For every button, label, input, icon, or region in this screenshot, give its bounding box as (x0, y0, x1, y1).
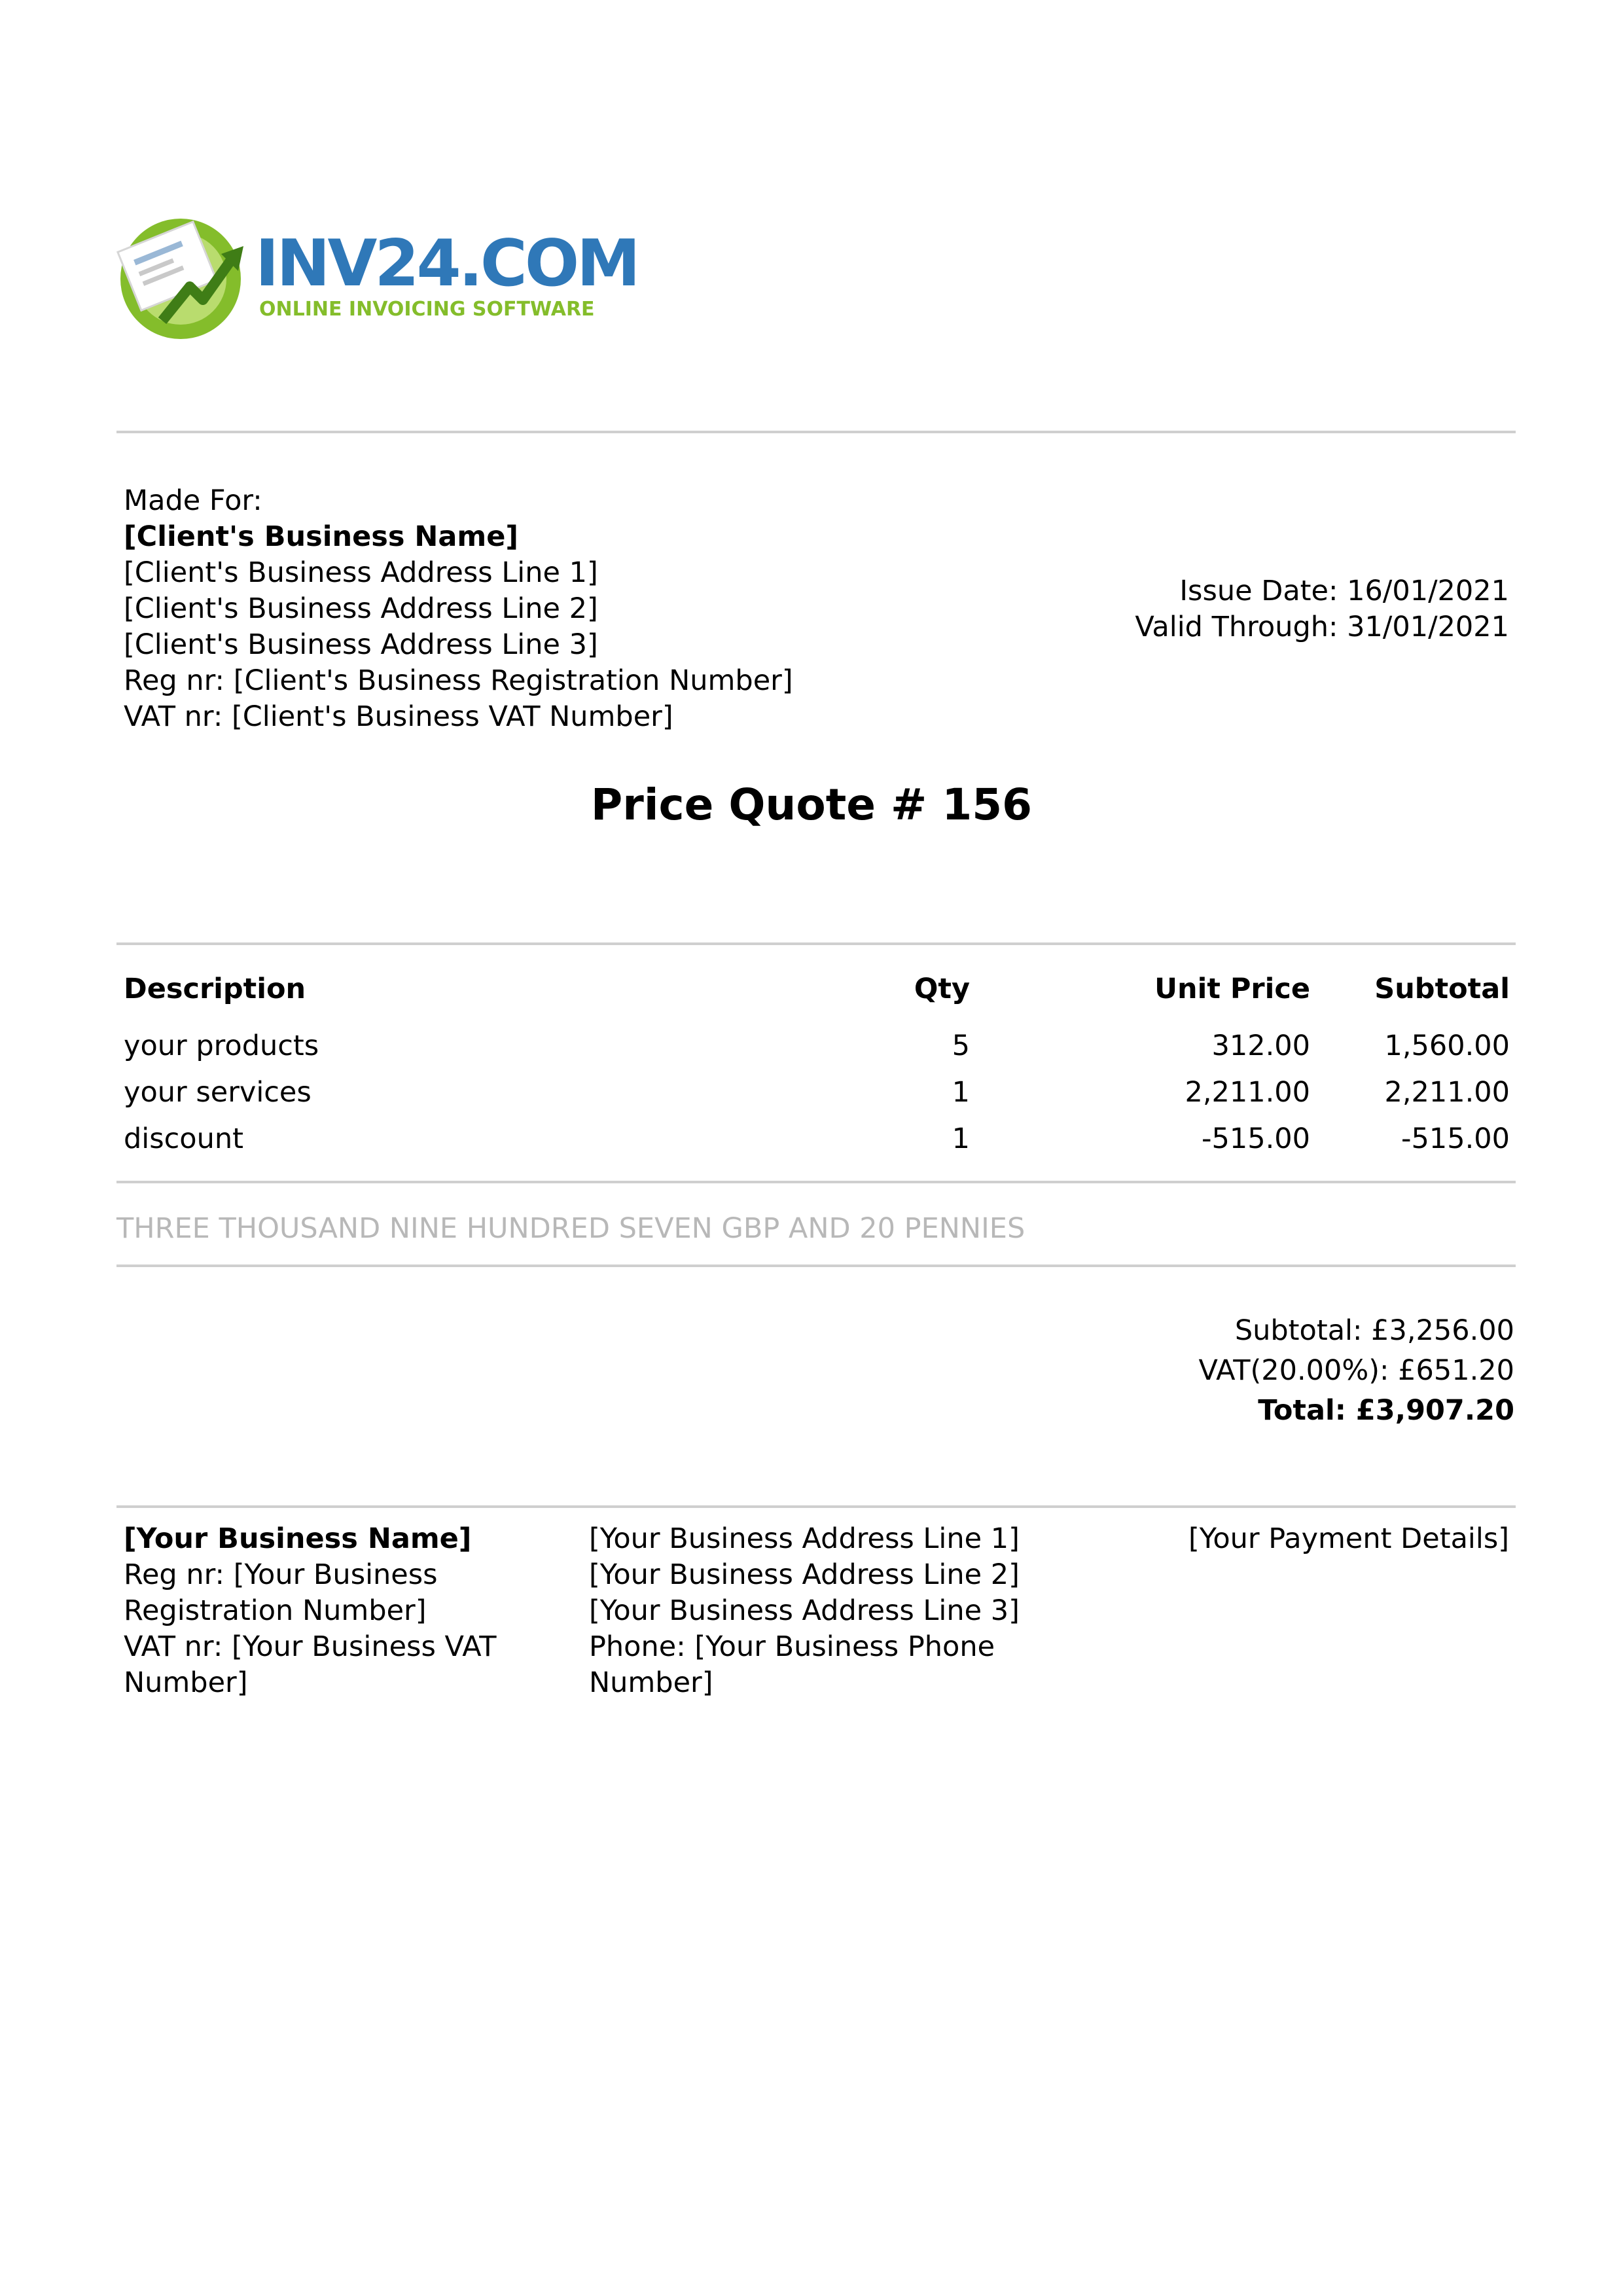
client-name: [Client's Business Name] (124, 520, 519, 553)
business-address-line-3: [Your Business Address Line 3] (589, 1594, 1020, 1627)
row-description: your services (124, 1075, 312, 1109)
client-address-line-3: [Client's Business Address Line 3] (124, 628, 598, 661)
table-row (124, 1069, 1510, 1115)
row-unit-price: -515.00 (1202, 1122, 1310, 1155)
client-vat-number: VAT nr: [Client's Business VAT Number] (124, 700, 673, 733)
table-row (124, 1115, 1510, 1162)
row-subtotal: -515.00 (1401, 1122, 1510, 1155)
amount-divider (116, 1265, 1516, 1267)
business-address (589, 1521, 1047, 1701)
header-description: Description (124, 973, 306, 1005)
header-unit-price: Unit Price (1154, 973, 1310, 1005)
made-for-label: Made For: (124, 484, 262, 517)
table-row (124, 1013, 1510, 1069)
row-description: your products (124, 1029, 319, 1062)
footer-divider (116, 1505, 1516, 1508)
business-vat-number: VAT nr: [Your Business VAT Number] (124, 1630, 497, 1699)
business-name: [Your Business Name] (124, 1522, 472, 1555)
client-info (124, 483, 793, 735)
row-qty: 5 (952, 1029, 970, 1062)
row-unit-price: 312.00 (1211, 1029, 1310, 1062)
row-description: discount (124, 1122, 243, 1155)
quote-dates (1135, 573, 1509, 645)
client-reg-number: Reg nr: [Client's Business Registration Number] (124, 664, 793, 697)
logo-graphic (116, 208, 638, 346)
payment-details: [Your Payment Details] (1188, 1522, 1509, 1555)
business-phone: Phone: [Your Business Phone Number] (589, 1630, 995, 1699)
header-divider (116, 431, 1516, 433)
business-identity (124, 1521, 543, 1701)
company-logo (116, 208, 638, 346)
row-qty: 1 (952, 1075, 970, 1109)
business-address-line-1: [Your Business Address Line 1] (589, 1522, 1020, 1555)
total-line: Total: £3,907.20 (1258, 1394, 1514, 1427)
logo-tagline: ONLINE INVOICING SOFTWARE (259, 298, 595, 321)
valid-through-date: Valid Through: 31/01/2021 (1135, 611, 1509, 643)
business-address-line-2: [Your Business Address Line 2] (589, 1558, 1020, 1591)
table-header-row (124, 973, 1510, 1013)
row-subtotal: 1,560.00 (1384, 1029, 1510, 1062)
logo-word: INV24.COM (255, 226, 638, 301)
row-qty: 1 (952, 1122, 970, 1155)
vat-line: VAT(20.00%): £651.20 (1198, 1354, 1514, 1387)
issue-date: Issue Date: 16/01/2021 (1179, 575, 1509, 607)
client-address-line-2: [Client's Business Address Line 2] (124, 592, 598, 625)
table-bottom-divider (116, 1181, 1516, 1183)
client-address-line-1: [Client's Business Address Line 1] (124, 556, 598, 589)
header-qty: Qty (914, 973, 970, 1005)
totals-block (1199, 1311, 1515, 1431)
subtotal-line: Subtotal: £3,256.00 (1234, 1314, 1514, 1347)
items-table (124, 973, 1510, 1162)
business-reg-number: Reg nr: [Your Business Registration Number] (124, 1558, 438, 1627)
header-subtotal: Subtotal (1374, 973, 1510, 1005)
page-title: Price Quote # 156 (590, 780, 1033, 830)
table-top-divider (116, 942, 1516, 945)
row-subtotal: 2,211.00 (1384, 1075, 1510, 1109)
row-unit-price: 2,211.00 (1185, 1075, 1310, 1109)
amount-in-words: THREE THOUSAND NINE HUNDRED SEVEN GBP AND 20 PENNIES (116, 1212, 1026, 1245)
